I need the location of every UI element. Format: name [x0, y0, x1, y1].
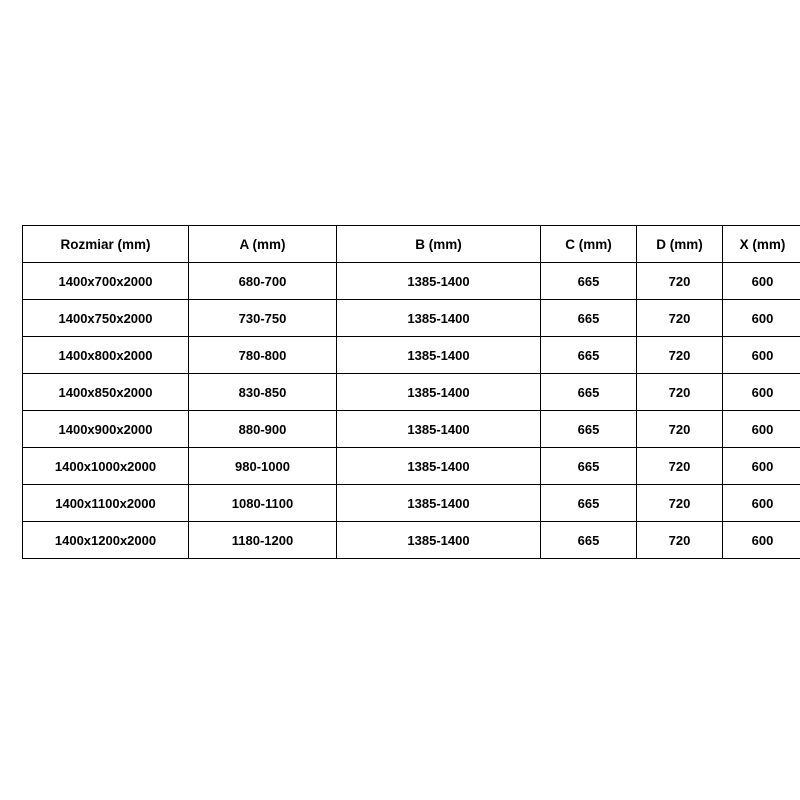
- cell-b: 1385-1400: [337, 411, 541, 448]
- cell-x: 600: [723, 337, 800, 374]
- cell-x: 600: [723, 448, 800, 485]
- cell-c: 665: [541, 263, 637, 300]
- cell-a: 1080-1100: [189, 485, 337, 522]
- cell-d: 720: [637, 485, 723, 522]
- cell-a: 880-900: [189, 411, 337, 448]
- cell-x: 600: [723, 411, 800, 448]
- table-row: [23, 522, 800, 559]
- cell-d: 720: [637, 522, 723, 559]
- cell-c: 665: [541, 448, 637, 485]
- cell-rozmiar: 1400x800x2000: [23, 337, 189, 374]
- cell-x: 600: [723, 485, 800, 522]
- cell-b: 1385-1400: [337, 337, 541, 374]
- table-row: [23, 448, 800, 485]
- cell-b: 1385-1400: [337, 522, 541, 559]
- column-header-rozmiar: Rozmiar (mm): [23, 226, 189, 263]
- column-header-b: B (mm): [337, 226, 541, 263]
- cell-c: 665: [541, 337, 637, 374]
- cell-x: 600: [723, 263, 800, 300]
- table-header: [23, 226, 800, 263]
- table-row: [23, 300, 800, 337]
- table-header-row: [23, 226, 800, 263]
- cell-d: 720: [637, 411, 723, 448]
- cell-rozmiar: 1400x750x2000: [23, 300, 189, 337]
- cell-a: 730-750: [189, 300, 337, 337]
- cell-x: 600: [723, 374, 800, 411]
- cell-rozmiar: 1400x900x2000: [23, 411, 189, 448]
- table-row: [23, 374, 800, 411]
- cell-c: 665: [541, 522, 637, 559]
- cell-rozmiar: 1400x1100x2000: [23, 485, 189, 522]
- cell-a: 830-850: [189, 374, 337, 411]
- cell-b: 1385-1400: [337, 448, 541, 485]
- spec-table: [22, 225, 800, 559]
- table-row: [23, 263, 800, 300]
- cell-d: 720: [637, 337, 723, 374]
- cell-a: 780-800: [189, 337, 337, 374]
- table-row: [23, 485, 800, 522]
- table-row: [23, 337, 800, 374]
- table-body: [23, 263, 800, 559]
- cell-c: 665: [541, 485, 637, 522]
- cell-rozmiar: 1400x850x2000: [23, 374, 189, 411]
- cell-d: 720: [637, 263, 723, 300]
- table-row: [23, 411, 800, 448]
- cell-a: 680-700: [189, 263, 337, 300]
- column-header-x: X (mm): [723, 226, 800, 263]
- cell-d: 720: [637, 300, 723, 337]
- cell-d: 720: [637, 374, 723, 411]
- cell-c: 665: [541, 374, 637, 411]
- cell-b: 1385-1400: [337, 300, 541, 337]
- spec-table-container: [22, 225, 786, 559]
- cell-d: 720: [637, 448, 723, 485]
- cell-b: 1385-1400: [337, 263, 541, 300]
- column-header-c: C (mm): [541, 226, 637, 263]
- cell-a: 1180-1200: [189, 522, 337, 559]
- column-header-d: D (mm): [637, 226, 723, 263]
- cell-x: 600: [723, 522, 800, 559]
- cell-rozmiar: 1400x1200x2000: [23, 522, 189, 559]
- column-header-a: A (mm): [189, 226, 337, 263]
- cell-b: 1385-1400: [337, 485, 541, 522]
- cell-rozmiar: 1400x1000x2000: [23, 448, 189, 485]
- cell-c: 665: [541, 300, 637, 337]
- cell-c: 665: [541, 411, 637, 448]
- cell-a: 980-1000: [189, 448, 337, 485]
- cell-rozmiar: 1400x700x2000: [23, 263, 189, 300]
- cell-b: 1385-1400: [337, 374, 541, 411]
- cell-x: 600: [723, 300, 800, 337]
